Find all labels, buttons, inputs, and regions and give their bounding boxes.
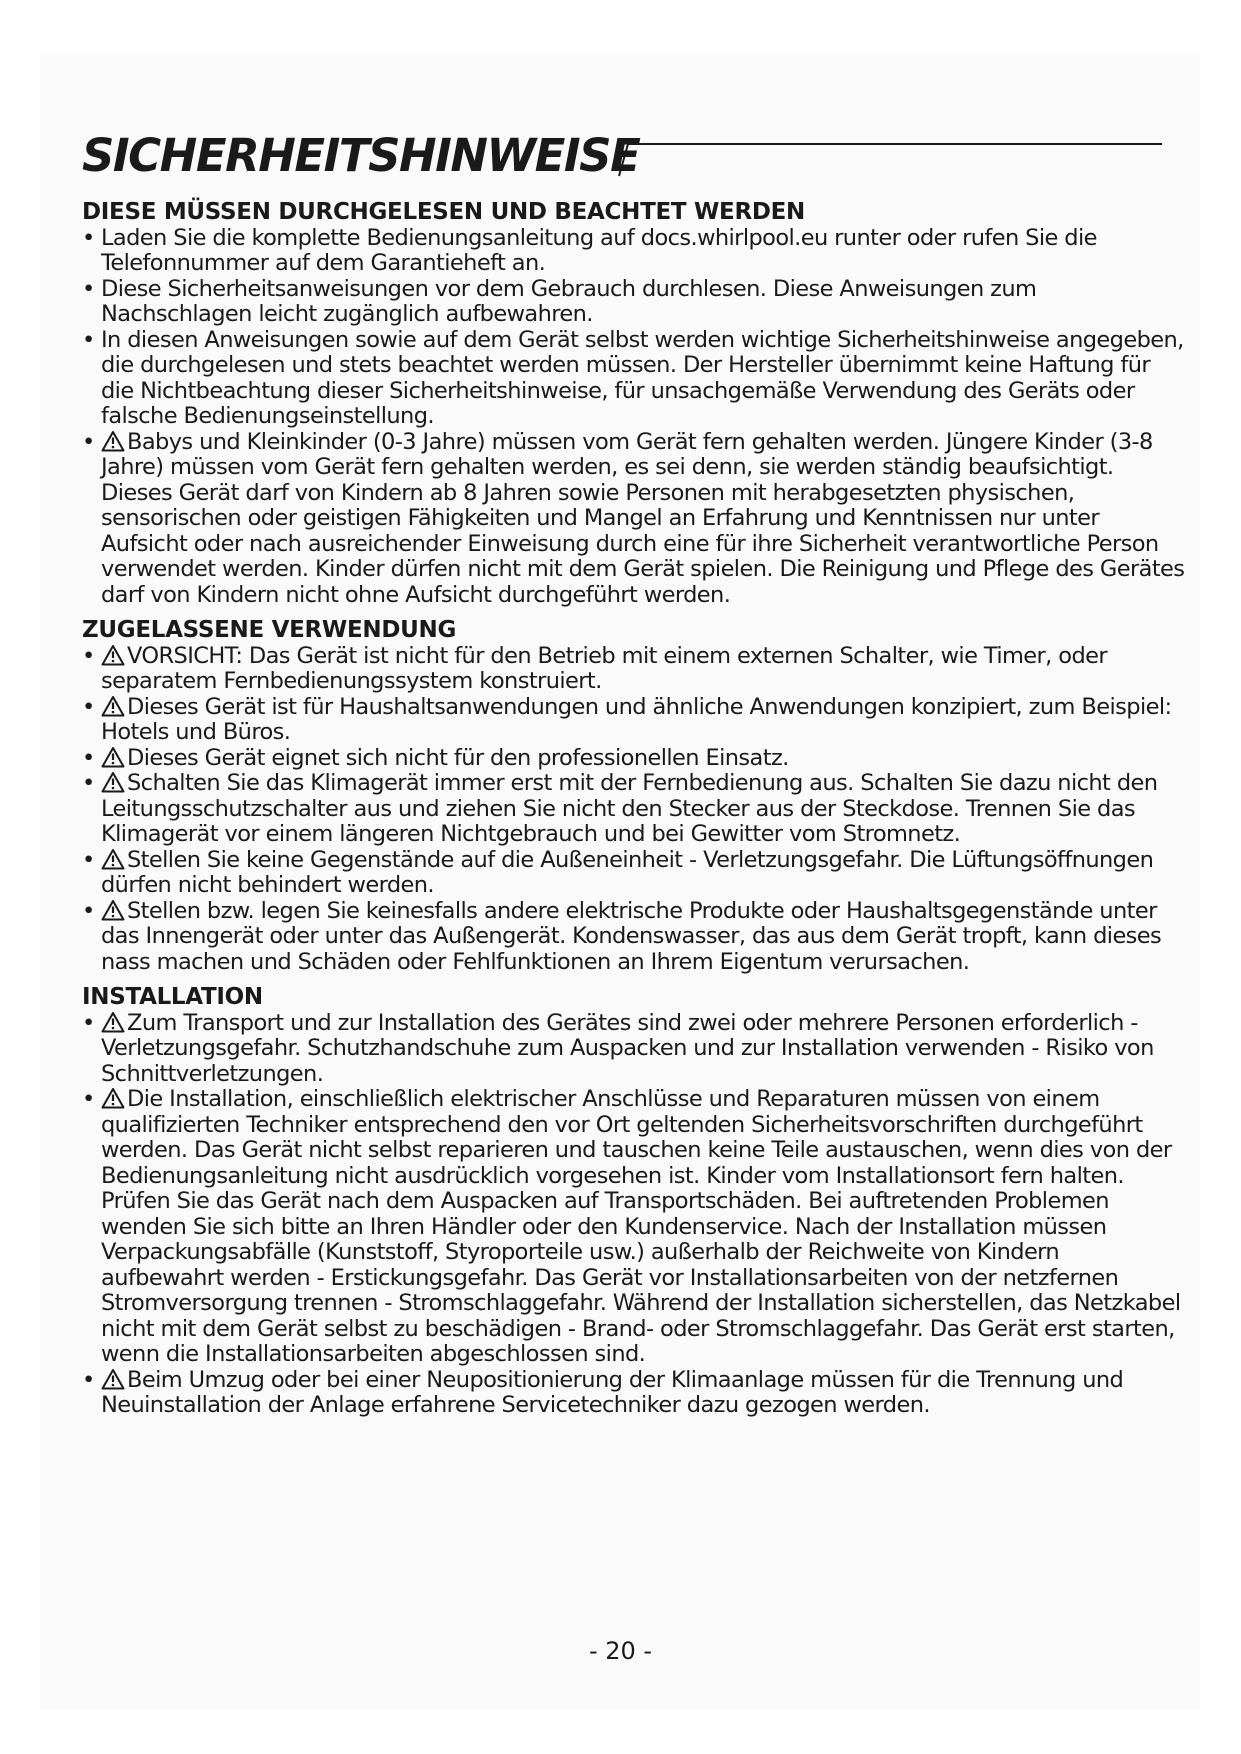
bullet-icon: • xyxy=(82,224,95,251)
list-item xyxy=(82,1087,1187,1368)
list-item xyxy=(82,746,1187,772)
list-item xyxy=(82,848,1187,899)
list-item-text: Zum Transport und zur Installation des Gerätes sind zwei oder mehrere Personen erforderlich - Verletzungsgefahr. Schutzhandschuhe zum Auspacken und zur Installation verwenden - Risiko von Schnittverletzungen. xyxy=(101,1009,1154,1087)
page-title: SICHERHEITSHINWEISE xyxy=(82,129,640,182)
warning-triangle-icon xyxy=(101,644,125,666)
document-body xyxy=(82,200,1187,1419)
list-item xyxy=(82,1011,1187,1088)
bullet-icon: • xyxy=(82,1009,95,1036)
warning-triangle-icon xyxy=(101,899,125,921)
bullet-icon: • xyxy=(82,1366,95,1393)
bullet-icon: • xyxy=(82,642,95,669)
page-number: - 20 - xyxy=(588,1637,653,1665)
bullet-icon: • xyxy=(82,693,95,720)
bullet-icon: • xyxy=(82,275,95,302)
section-heading: INSTALLATION xyxy=(82,984,263,1010)
section-list xyxy=(82,1011,1187,1419)
list-item-text: Diese Sicherheitsanweisungen vor dem Gebrauch durchlesen. Diese Anweisungen zum Nachschlagen leicht zugänglich aufbewahren. xyxy=(101,275,1037,327)
list-item xyxy=(82,430,1187,609)
list-item-text: Beim Umzug oder bei einer Neupositionierung der Klimaanlage müssen für die Trennung und Neuinstallation der Anlage erfahrene Servicetechniker dazu gezogen werden. xyxy=(101,1366,1124,1418)
bullet-icon: • xyxy=(82,1086,95,1112)
warning-triangle-icon xyxy=(101,1087,125,1109)
warning-triangle-icon xyxy=(101,746,125,768)
warning-triangle-icon xyxy=(101,695,125,717)
warning-triangle-icon xyxy=(101,430,125,452)
list-item xyxy=(82,277,1187,328)
list-item xyxy=(82,1368,1187,1419)
list-item-text: Die Installation, einschließlich elektrischer Anschlüsse und Reparaturen müssen von einem qualifizierten Techniker entsprechend den vor Ort geltenden Sicherheitsvorschriften durchgeführt werden. Das Gerät nicht selbst reparieren und tauschen keine Teile austauschen, wenn dies von der Bedienungsanleitung nicht ausdrücklich vorgesehen ist. Kinder vom Installationsort fern halten. Prüfen Sie das Gerät nach dem Auspacken auf Transportschäden. Bei auftretenden Problemen wenden Sie sich bitte an Ihren Händler oder den Kundenservice. Nach der Installation müssen Verpackungsabfälle (Kunststoff, Styroporteile usw.) außerhalb der Reichweite von Kindern aufbewahrt werden - Erstickungsgefahr. Das Gerät vor Installationsarbeiten von der netzfernen Stromversorgung trennen - Stromschlaggefahr. Während der Installation sicherstellen, das Netzkabel nicht mit dem Gerät selbst zu beschädigen - Brand- oder Stromschlaggefahr. Das Gerät erst starten, wenn die Installationsarbeiten abgeschlossen sind. xyxy=(101,1086,1181,1367)
list-item xyxy=(82,226,1187,277)
warning-triangle-icon xyxy=(101,848,125,870)
list-item-text: Babys und Kleinkinder (0-3 Jahre) müssen vom Gerät fern gehalten werden. Jüngere Kinder (3-8 Jahre) müssen vom Gerät fern gehalten werden, es sei denn, sie werden ständig beaufsichtigt. Dieses Gerät darf von Kindern ab 8 Jahren sowie Personen mit herabgesetzten physischen, sensorischen oder geistigen Fähigkeiten und Mangel an Erfahrung und Kenntnissen nur unter Aufsicht oder nach ausreichender Einweisung durch eine für ihre Sicherheit verantwortliche Person verwendet werden. Kinder dürfen nicht mit dem Gerät spielen. Die Reinigung und Pflege des Gerätes darf von Kindern nicht ohne Aufsicht durchgeführt werden. xyxy=(101,428,1185,608)
list-item-text: Stellen bzw. legen Sie keinesfalls andere elektrische Produkte oder Haushaltsgegenstände unter das Innengerät oder unter das Außengerät. Kondenswasser, das aus dem Gerät tropft, kann dieses nass machen und Schäden oder Fehlfunktionen an Ihrem Eigentum verursachen. xyxy=(101,897,1162,975)
section-heading: ZUGELASSENE VERWENDUNG xyxy=(82,617,457,643)
list-item-text: Laden Sie die komplette Bedienungsanleitung auf docs.whirlpool.eu runter oder rufen Sie die Telefonnummer auf dem Garantieheft an. xyxy=(101,224,1097,276)
list-item-text: Dieses Gerät eignet sich nicht für den professionellen Einsatz. xyxy=(127,744,789,771)
list-item-text: Stellen Sie keine Gegenstände auf die Außeneinheit - Verletzungsgefahr. Die Lüftungsöffnungen dürfen nicht behindert werden. xyxy=(101,846,1154,898)
section-list xyxy=(82,226,1187,609)
list-item xyxy=(82,899,1187,976)
bullet-icon: • xyxy=(82,326,95,353)
list-item-text: Schalten Sie das Klimagerät immer erst mit der Fernbedienung aus. Schalten Sie dazu nicht den Leitungsschutzschalter aus und ziehen Sie nicht den Stecker aus der Steckdose. Trennen Sie das Klimagerät vor einem längeren Nichtgebrauch und bei Gewitter vom Stromnetz. xyxy=(101,770,1158,847)
list-item xyxy=(82,695,1187,746)
warning-triangle-icon xyxy=(101,1368,125,1390)
title-rule xyxy=(82,128,1162,198)
list-item xyxy=(82,644,1187,695)
list-item xyxy=(82,328,1187,430)
bullet-icon: • xyxy=(82,846,95,873)
warning-triangle-icon xyxy=(101,771,125,793)
list-item-text: VORSICHT: Das Gerät ist nicht für den Betrieb mit einem externen Schalter, wie Timer, oder separatem Fernbedienungssystem konstruiert. xyxy=(101,642,1108,694)
title-row xyxy=(82,128,1162,198)
list-item-text: Dieses Gerät ist für Haushaltsanwendungen und ähnliche Anwendungen konzipiert, zum Beispiel: Hotels und Büros. xyxy=(101,693,1172,745)
section-heading: DIESE MÜSSEN DURCHGELESEN UND BEACHTET WERDEN xyxy=(82,199,806,225)
list-item-text: In diesen Anweisungen sowie auf dem Gerät selbst werden wichtige Sicherheitshinweise angegeben, die durchgelesen und stets beachtet werden müssen. Der Hersteller übernimmt keine Haftung für die Nichtbeachtung dieser Sicherheitshinweise, für unsachgemäße Verwendung des Geräts oder falsche Bedienungseinstellung. xyxy=(101,326,1184,429)
bullet-icon: • xyxy=(82,770,95,796)
section-list xyxy=(82,644,1187,976)
list-item xyxy=(82,771,1187,848)
bullet-icon: • xyxy=(82,744,95,771)
bullet-icon: • xyxy=(82,897,95,924)
warning-triangle-icon xyxy=(101,1011,125,1033)
bullet-icon: • xyxy=(82,428,95,455)
